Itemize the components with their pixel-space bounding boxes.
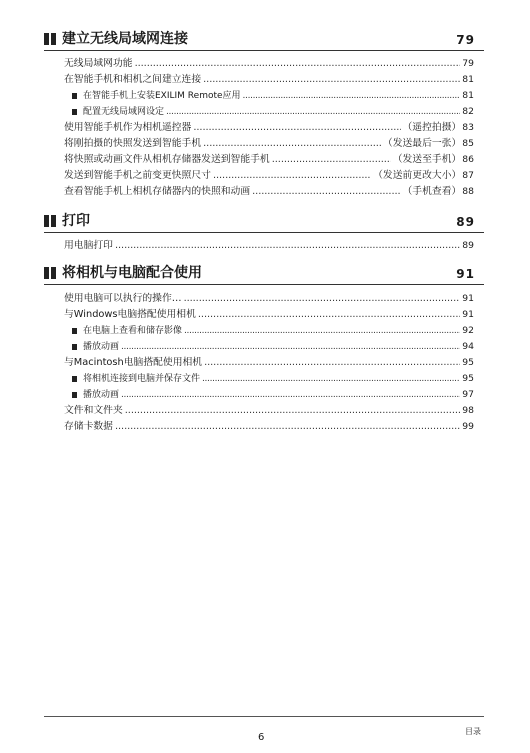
toc-entry-note: （遥控拍摄） — [402, 122, 462, 133]
dot-leader — [193, 120, 400, 136]
dot-leader — [204, 355, 460, 371]
square-bullet-icon — [72, 328, 77, 334]
section-page-number: 91 — [456, 267, 475, 281]
toc-entry-label: 在智能手机上安装EXILIM Remote应用 — [83, 91, 241, 101]
section-title: 建立无线局域网连接 — [62, 31, 188, 47]
section-page-number: 79 — [456, 33, 475, 47]
dot-leader — [184, 291, 461, 307]
footer-page-number: 6 — [258, 732, 265, 743]
toc-entry-page: 83 — [462, 122, 474, 133]
square-bullet-icon — [72, 376, 77, 382]
toc-entry-page: 95 — [462, 373, 474, 384]
dot-leader — [115, 419, 460, 435]
toc-entry-label: 将快照或动画文件从相机存储器发送到智能手机 — [64, 154, 270, 165]
toc-entry-note: （发送最后一张） — [382, 138, 462, 149]
toc-entry[interactable] — [64, 291, 474, 307]
toc-entry-page: 79 — [462, 58, 474, 69]
square-bullet-icon — [72, 392, 77, 398]
toc-entry-page: 89 — [462, 240, 474, 251]
dot-leader — [272, 152, 391, 168]
toc-entry-label: 无线局域网功能 — [64, 58, 133, 69]
toc-subentry[interactable] — [70, 339, 474, 355]
toc-entry[interactable] — [64, 238, 474, 254]
toc-entry[interactable] — [64, 152, 474, 168]
toc-subentry[interactable] — [70, 323, 474, 339]
toc-entry-page: 81 — [462, 74, 474, 85]
toc-entry[interactable] — [64, 403, 474, 419]
toc-entry[interactable] — [64, 72, 474, 88]
toc-entry[interactable] — [64, 136, 474, 152]
section-title: 打印 — [62, 213, 90, 229]
toc-entry-page: 95 — [462, 357, 474, 368]
dot-leader — [203, 136, 381, 152]
toc-entry-page: 91 — [462, 293, 474, 304]
footer-divider — [44, 716, 484, 717]
square-bullet-icon — [72, 109, 77, 115]
toc-entry-label: 查看智能手机上相机存储器内的快照和动画 — [64, 186, 251, 197]
dot-leader — [243, 88, 461, 104]
toc-entry-label: 配置无线局域网设定 — [83, 107, 165, 117]
footer-toc-link[interactable]: 目录 — [465, 727, 481, 736]
square-bullet-icon — [72, 344, 77, 350]
dot-leader — [184, 323, 460, 339]
dot-leader — [166, 104, 460, 120]
toc-entry[interactable] — [64, 419, 474, 435]
toc-entry-label: 在电脑上查看和储存影像 — [83, 326, 183, 336]
section-marker-icon — [44, 267, 56, 279]
dot-leader — [121, 339, 460, 355]
dot-leader — [203, 72, 460, 88]
toc-entry-label: 文件和文件夹 — [64, 405, 123, 416]
toc-entry-label: 用电脑打印 — [64, 240, 113, 251]
toc-entry-page: 91 — [462, 309, 474, 320]
toc-entry[interactable] — [64, 307, 474, 323]
toc-entry-page: 87 — [462, 170, 474, 181]
toc-entry-label: 发送到智能手机之前变更快照尺寸 — [64, 170, 211, 181]
section-page-number: 89 — [456, 215, 475, 229]
toc-entry-page: 97 — [462, 389, 474, 400]
toc-entry-page: 94 — [462, 341, 474, 352]
dot-leader — [121, 387, 460, 403]
toc-entry-page: 99 — [462, 421, 474, 432]
toc-entry[interactable] — [64, 56, 474, 72]
section-heading[interactable] — [44, 212, 484, 233]
section-heading[interactable] — [44, 264, 484, 285]
toc-entry-label: 将相机连接到电脑并保存文件 — [83, 374, 201, 384]
section-heading[interactable] — [44, 30, 484, 51]
toc-entry-note: （发送至手机） — [392, 154, 462, 165]
section-marker-icon — [44, 33, 56, 45]
toc-entry-label: 存储卡数据 — [64, 421, 113, 432]
toc-entry-label: 使用智能手机作为相机遥控器 — [64, 122, 192, 133]
toc-subentry[interactable] — [70, 371, 474, 387]
toc-entry[interactable] — [64, 355, 474, 371]
toc-entry-page: 81 — [462, 90, 474, 101]
toc-entry-page: 82 — [462, 106, 474, 117]
dot-leader — [202, 371, 460, 387]
dot-leader — [115, 238, 460, 254]
toc-entry[interactable] — [64, 184, 474, 200]
toc-entry[interactable] — [64, 120, 474, 136]
toc-entry-page: 86 — [462, 154, 474, 165]
toc-entry-label: 与Macintosh电脑搭配使用相机 — [64, 357, 203, 368]
dot-leader — [135, 56, 461, 72]
toc-entry-label: 播放动画 — [83, 390, 120, 400]
toc-entry-page: 88 — [462, 186, 474, 197]
toc-entry-label: 使用电脑可以执行的操作… — [64, 293, 182, 304]
toc-entry-label: 在智能手机和相机之间建立连接 — [64, 74, 202, 85]
toc-entry-label: 播放动画 — [83, 342, 120, 352]
toc-entry-label: 与Windows电脑搭配使用相机 — [64, 309, 196, 320]
toc-entry-page: 92 — [462, 325, 474, 336]
square-bullet-icon — [72, 93, 77, 99]
toc-subentry[interactable] — [70, 387, 474, 403]
toc-subentry[interactable] — [70, 104, 474, 120]
section-marker-icon — [44, 215, 56, 227]
toc-entry-page: 98 — [462, 405, 474, 416]
section-title: 将相机与电脑配合使用 — [62, 265, 202, 281]
dot-leader — [198, 307, 460, 323]
dot-leader — [213, 168, 371, 184]
dot-leader — [252, 184, 400, 200]
dot-leader — [125, 403, 461, 419]
toc-entry-note: （手机查看） — [402, 186, 462, 197]
toc-entry-label: 将刚拍摄的快照发送到智能手机 — [64, 138, 202, 149]
toc-entry-note: （发送前更改大小） — [373, 170, 462, 181]
toc-subentry[interactable] — [70, 88, 474, 104]
toc-entry[interactable] — [64, 168, 474, 184]
toc-entry-page: 85 — [462, 138, 474, 149]
